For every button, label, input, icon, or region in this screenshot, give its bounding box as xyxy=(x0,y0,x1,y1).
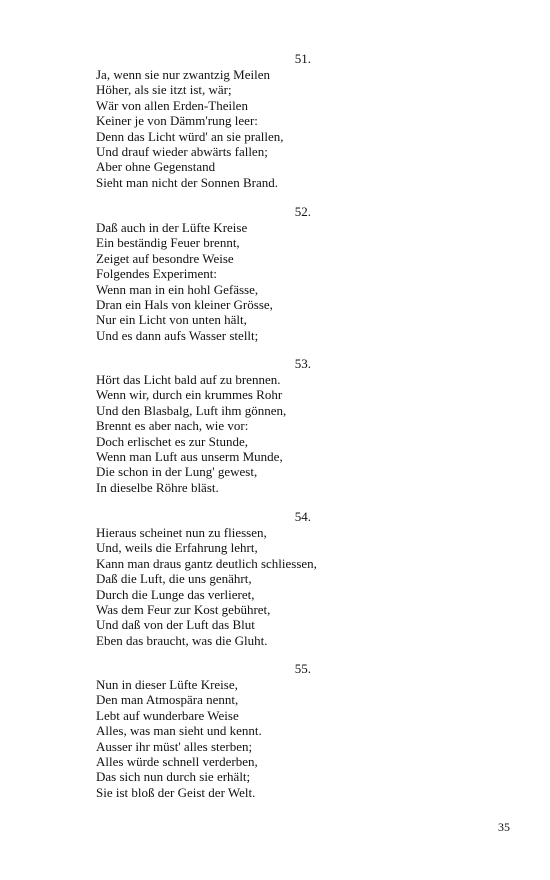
stanza-number: 52. xyxy=(294,204,311,219)
verse-line: Denn das Licht würd' an sie prallen, xyxy=(96,128,284,144)
verse-line: Die schon in der Lung' gewest, xyxy=(96,464,258,480)
verse-line: Ja, wenn sie nur zwantzig Meilen xyxy=(96,67,271,82)
verse-line: Durch die Lunge das verlieret, xyxy=(96,586,255,602)
verse-line: In dieselbe Röhre bläst. xyxy=(96,479,219,495)
stanza-52 xyxy=(96,204,476,343)
verse-line: Brennt es aber nach, wie vor: xyxy=(96,418,249,434)
verse-line: Folgendes Experiment: xyxy=(96,266,217,282)
verse-line: Und es dann aufs Wasser stellt; xyxy=(96,327,259,343)
verse-line: Doch erlischet es zur Stunde, xyxy=(96,433,248,449)
verse-line: Und daß von der Luft das Blut xyxy=(96,617,255,633)
verse-line: Nun in dieser Lüfte Kreise, xyxy=(96,677,238,692)
verse-line: Wenn man in ein hohl Gefässe, xyxy=(96,281,259,297)
verse-line: Wenn man Luft aus unserm Munde, xyxy=(96,448,283,464)
page-number: 35 xyxy=(498,820,510,834)
verse-line: Und, weils die Erfahrung lehrt, xyxy=(96,540,258,556)
stanza-number: 54. xyxy=(294,509,311,524)
verse-line: Und drauf wieder abwärts fallen; xyxy=(96,143,268,159)
verse-line: Hieraus scheinet nun zu fliessen, xyxy=(96,525,267,540)
verse-line: Dran ein Hals von kleiner Grösse, xyxy=(96,296,273,312)
verse-line: Wär von allen Erden-Theilen xyxy=(96,97,248,113)
stanza-55 xyxy=(96,661,476,800)
verse-line: Daß auch in der Lüfte Kreise xyxy=(96,220,248,235)
verse-line: Eben das braucht, was die Gluht. xyxy=(96,632,268,648)
verse-line: Den man Atmospära nennt, xyxy=(96,692,239,708)
verse-line: Was dem Feur zur Kost gebühret, xyxy=(96,601,271,617)
stanza-54 xyxy=(96,509,476,648)
stanza-number: 53. xyxy=(294,356,311,371)
verse-line: Sieht man nicht der Sonnen Brand. xyxy=(96,174,278,190)
verse-line: Und den Blasbalg, Luft ihm gönnen, xyxy=(96,402,287,418)
verse-line: Höher, als sie itzt ist, wär; xyxy=(96,82,232,98)
verse-line: Wenn wir, durch ein krummes Rohr xyxy=(96,387,283,403)
verse-line: Zeiget auf besondre Weise xyxy=(96,250,234,266)
verse-line: Alles, was man sieht und kennt. xyxy=(96,723,262,739)
verse-line: Lebt auf wunderbare Weise xyxy=(96,707,239,723)
verse-line: Sie ist bloß der Geist der Welt. xyxy=(96,784,256,800)
verse-line: Hört das Licht bald auf zu brennen. xyxy=(96,372,281,387)
verse-line: Ausser ihr müst' alles sterben; xyxy=(96,738,253,754)
stanza-number: 55. xyxy=(294,661,311,676)
stanza-53 xyxy=(96,356,476,495)
verse-line: Ein beständig Feuer brennt, xyxy=(96,235,240,251)
verse-line: Das sich nun durch sie erhält; xyxy=(96,769,251,785)
verse-line: Alles würde schnell verderben, xyxy=(96,753,258,769)
stanza-51 xyxy=(96,51,476,190)
verse-line: Kann man draus gantz deutlich schliessen, xyxy=(96,555,317,571)
verse-line: Aber ohne Gegenstand xyxy=(96,159,216,175)
verse-line: Daß die Luft, die uns genährt, xyxy=(96,571,252,587)
verse-line: Keiner je von Dämm'rung leer: xyxy=(96,113,258,129)
verse-line: Nur ein Licht von unten hält, xyxy=(96,312,247,328)
stanza-number: 51. xyxy=(294,51,311,66)
